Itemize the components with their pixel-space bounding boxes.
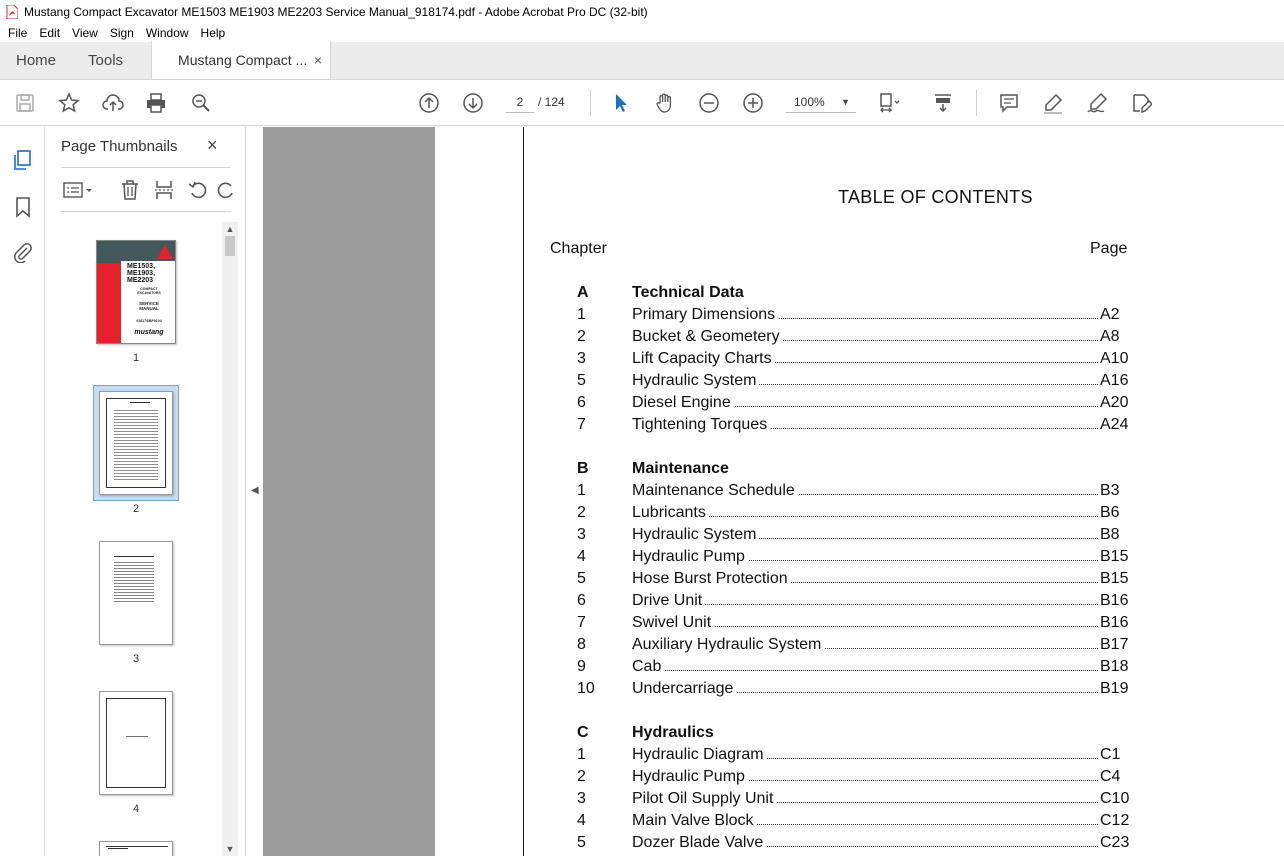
print-icon[interactable] [143,90,169,116]
section-name: Maintenance [632,460,732,478]
entry-title: Maintenance Schedule [632,482,798,500]
entry-title: Lift Capacity Charts [632,350,775,368]
thumbnail-label: 1 [132,352,140,364]
thumbnail-page-4[interactable] [99,691,173,795]
previous-page-icon[interactable] [416,90,442,116]
divider [61,211,231,212]
rotate-clockwise-icon[interactable] [213,177,235,203]
highlight-pen-icon[interactable] [1040,90,1066,116]
toolbar-divider [590,90,591,116]
entry-title: Primary Dimensions [632,306,778,324]
menu-file[interactable]: File [8,26,28,40]
entry-page: A10 [1100,350,1129,367]
hand-tool-icon[interactable] [652,90,678,116]
entry-number: 1 [577,746,586,763]
entry-title: Cab [632,658,664,676]
section-letter: B [577,460,589,477]
entry-title: Bucket & Geometery [632,328,783,346]
scroll-down-arrow-icon[interactable]: ▼ [225,844,235,854]
upload-cloud-icon[interactable] [100,90,126,116]
menu-window[interactable]: Window [145,26,189,40]
tab-document[interactable] [151,41,331,79]
extract-pages-icon[interactable] [151,177,177,203]
entry-number: 5 [577,570,586,587]
entry-number: 7 [577,614,586,631]
select-cursor-icon[interactable] [608,90,634,116]
bookmark-star-icon[interactable] [56,90,82,116]
edit-pdf-icon[interactable] [1128,90,1154,116]
entry-page: B3 [1100,482,1120,499]
options-menu-icon[interactable] [61,177,95,203]
entry-page: A20 [1100,394,1129,411]
page-thumbnails-icon[interactable] [10,147,36,173]
entry-page: A24 [1100,416,1129,433]
acrobat-icon [6,5,18,19]
entry-title: Tightening Torques [632,416,770,434]
page-number-input[interactable]: 2 [506,91,534,113]
entry-page: B16 [1100,614,1129,631]
thumbnail-page-3[interactable] [99,541,173,645]
entry-number: 3 [577,350,586,367]
thumbnail-label: 2 [132,503,140,515]
cover-line: MANUAL [139,306,159,311]
fit-page-icon[interactable] [876,90,902,116]
entry-title: Drive Unit [632,592,705,610]
entry-number: 2 [577,328,586,345]
chevron-down-icon: ▼ [841,97,850,107]
scroll-up-arrow-icon[interactable]: ▲ [225,224,235,234]
entry-page: B16 [1100,592,1129,609]
attachments-icon[interactable] [10,239,36,265]
entry-number: 1 [577,482,586,499]
sign-pen-icon[interactable] [1084,90,1110,116]
tab-tools[interactable]: Tools [88,51,124,69]
entry-title: Dozer Blade Valve [632,834,766,852]
entry-page: A2 [1100,306,1120,323]
entry-title: Hydraulic Pump [632,548,748,566]
panel-collapse-handle[interactable] [245,127,263,856]
panel-title: Page Thumbnails [61,138,178,155]
cover-model: ME1903, [127,270,156,277]
zoom-level-select[interactable] [786,91,856,113]
entry-number: 5 [577,372,586,389]
entry-number: 1 [577,306,586,323]
thumbnail-label: 3 [132,653,140,665]
scroll-thumb[interactable] [225,236,235,256]
scroll-mode-icon[interactable] [930,90,956,116]
entry-number: 6 [577,592,586,609]
entry-number: 3 [577,526,586,543]
menu-edit[interactable]: Edit [39,26,61,40]
cover-model: ME2203 [127,277,154,284]
entry-number: 8 [577,636,586,653]
page-border-line [523,127,524,856]
entry-title: Auxiliary Hydraulic System [632,636,824,654]
entry-title: Diesel Engine [632,394,734,412]
entry-title: Hydraulic Pump [632,768,748,786]
entry-number: 3 [577,790,586,807]
entry-page: C12 [1100,812,1130,829]
cover-line: EXCAVATORS [137,291,161,295]
entry-number: 4 [577,548,586,565]
toolbar [0,80,1284,126]
cover-brand-logo: mustang [134,329,164,336]
cover-partno: 918174/BP0104 [136,319,162,323]
divider [61,167,231,168]
find-zoom-icon[interactable] [188,90,214,116]
left-navigation-rail [0,127,45,856]
entry-number: 2 [577,504,586,521]
entry-page: B15 [1100,548,1129,565]
collapse-left-arrow-icon[interactable]: ◀ [251,485,259,496]
entry-title: Lubricants [632,504,709,522]
bookmarks-icon[interactable] [10,194,36,220]
entry-page: B18 [1100,658,1129,675]
page-column-header: Page [1090,240,1128,257]
section-letter: C [577,724,589,741]
window-title: Mustang Compact Excavator ME1503 ME1903 ME2203 Service Manual_918174.pdf - Adobe Acrobat Pro DC (32-bit) [24,5,648,19]
menu-view[interactable]: View [72,26,98,40]
delete-icon[interactable] [117,177,143,203]
cover-model: ME1503, [127,263,156,270]
entry-title: Undercarriage [632,680,736,698]
entry-page: C10 [1100,790,1130,807]
entry-title: Hydraulic System [632,372,759,390]
menu-sign[interactable]: Sign [109,26,134,40]
menu-help[interactable]: Help [200,26,226,40]
zoom-out-icon[interactable] [696,90,722,116]
toolbar-divider [976,90,977,116]
thumbnail-list [45,222,221,856]
entry-page: C1 [1100,746,1121,763]
close-panel-icon[interactable]: × [207,135,218,155]
entry-number: 7 [577,416,586,433]
entry-page: B6 [1100,504,1120,521]
page-total: / 124 [538,95,565,109]
entry-page: C4 [1100,768,1121,785]
entry-number: 5 [577,834,586,851]
entry-page: B17 [1100,636,1129,653]
comment-icon[interactable] [996,90,1022,116]
entry-page: A16 [1100,372,1129,389]
toc-title: TABLE OF CONTENTS [838,187,1033,207]
entry-number: 6 [577,394,586,411]
thumbnail-page-1[interactable] [96,240,176,344]
close-tab-icon[interactable]: × [313,52,323,68]
tab-home[interactable]: Home [16,51,57,69]
entry-page: A8 [1100,328,1120,345]
entry-title: Swivel Unit [632,614,714,632]
rotate-counterclockwise-icon[interactable] [185,177,211,203]
tab-bar [0,42,1284,80]
section-letter: A [577,284,589,301]
entry-title: Main Valve Block [632,812,757,830]
entry-page: C23 [1100,834,1130,851]
title-bar [0,0,1284,24]
entry-number: 4 [577,812,586,829]
thumbnails-panel [45,127,245,856]
entry-number: 9 [577,658,586,675]
next-page-icon[interactable] [460,90,486,116]
entry-page: B15 [1100,570,1129,587]
zoom-level-value: 100% [794,95,825,109]
section-name: Hydraulics [632,724,717,742]
tab-document-label: Mustang Compact ... [178,52,308,68]
thumbnail-scrollbar[interactable] [222,222,238,856]
entry-title: Pilot Oil Supply Unit [632,790,776,808]
thumbnail-page-2[interactable] [99,391,173,495]
pdf-page [435,127,1284,856]
entry-title: Hydraulic System [632,526,759,544]
section-name: Technical Data [632,284,747,302]
save-icon[interactable] [12,90,38,116]
chapter-column-header: Chapter [550,240,607,257]
thumbnail-toolbar [59,177,235,203]
cover-line: SERVICE [139,301,159,306]
entry-title: Hydraulic Diagram [632,746,767,764]
cover-line: COMPACT [140,287,158,291]
entry-page: B8 [1100,526,1120,543]
thumbnail-label: 4 [132,803,140,815]
document-view[interactable] [263,127,1284,856]
thumbnail-page-5[interactable] [99,841,173,856]
entry-page: B19 [1100,680,1129,697]
entry-number: 2 [577,768,586,785]
menu-bar [0,24,1284,42]
entry-number: 10 [577,680,595,697]
entry-title: Hose Burst Protection [632,570,791,588]
zoom-in-icon[interactable] [740,90,766,116]
